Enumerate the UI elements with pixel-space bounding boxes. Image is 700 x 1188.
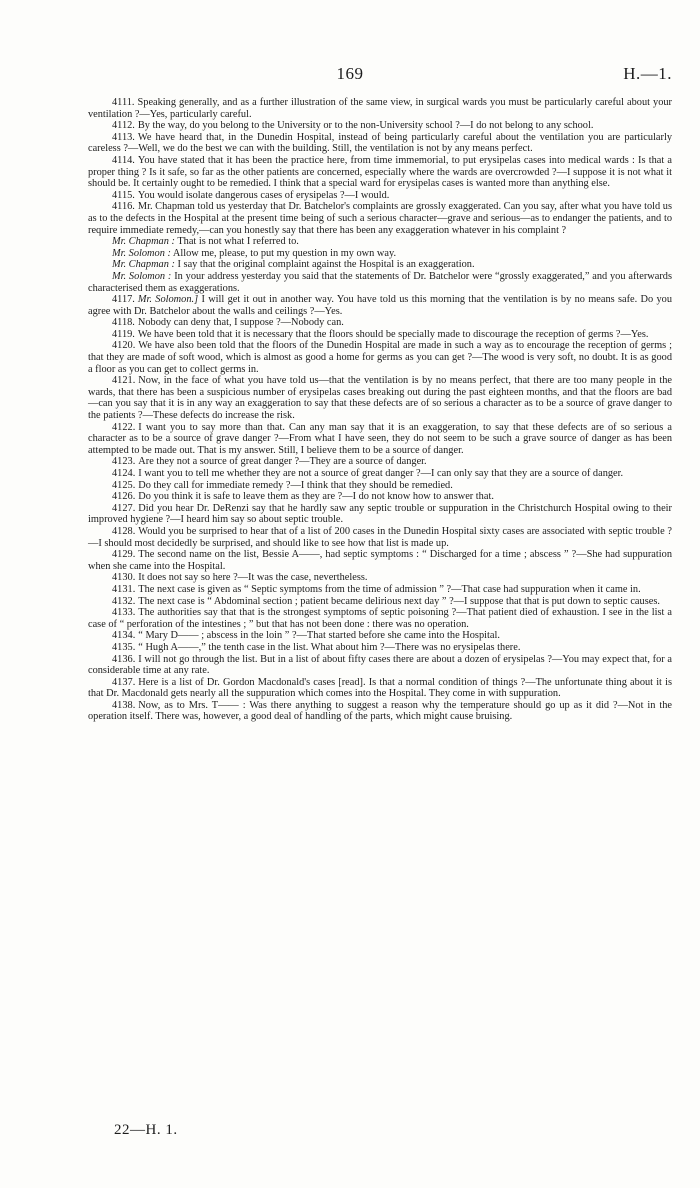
paragraph-text: In your address yesterday you said that the statements of Dr. Batchelor were “grossly exaggerated,” and you afterwards characterised them as exaggerations. <box>88 270 672 294</box>
question-number: 4133. <box>112 607 136 619</box>
speaker-name: Mr. Chapman : <box>112 236 175 248</box>
question-number: 4119. <box>112 328 135 340</box>
question-number: 4136. <box>112 653 136 665</box>
testimony-paragraph <box>88 549 672 572</box>
question-number: 4132. <box>112 595 136 607</box>
testimony-paragraph <box>88 677 672 700</box>
testimony-paragraph <box>88 700 672 723</box>
question-number: 4121. <box>112 375 136 387</box>
testimony-paragraph <box>88 480 672 492</box>
paragraph-text: I will not go through the list. But in a list of about fifty cases there are about a dozen of erysipelas ?—You may expect that, for a considerable time at any rate. <box>88 653 672 677</box>
speaker-name: Mr. Chapman : <box>112 259 175 271</box>
question-number: 4126. <box>112 491 136 503</box>
paragraph-text: We have heard that, in the Dunedin Hospital, instead of being particularly careful about the ventilation you are particularly careless ?—Well, we do the best we can with the building. Still, the ventilation is not by any means perfect. <box>88 131 672 155</box>
testimony-paragraph <box>88 491 672 503</box>
question-number: 4138. <box>112 699 136 711</box>
testimony-paragraph <box>88 654 672 677</box>
paragraph-text: I will get it out in another way. You have told us this morning that the ventilation is by no means safe. Do you agree with Dr. Batchelor about the walls and ceilings ?—Yes. <box>88 294 673 317</box>
testimony-paragraph <box>88 468 672 480</box>
testimony-paragraph <box>88 190 672 202</box>
question-number: 4118. <box>112 317 135 329</box>
document-reference: H.—1. <box>623 64 672 83</box>
paragraph-text: Now, in the face of what you have told us—that the ventilation is by no means perfect, that there are too many people in the wards, that there has been a suspicious number of erysipelas cases breaking out during the past eighteen months, and that the floors are bad—can you say that it is in any way an exaggeration to say that these defects are of so serious a character as to be a source of grave danger to the patients ?—These defects do increase the risk. <box>88 375 672 422</box>
testimony-paragraph <box>88 155 672 190</box>
paragraph-text: We have been told that it is necessary that the floors should be specially made to discourage the reception of germs ?—Yes. <box>137 328 649 340</box>
testimony-paragraph <box>88 201 672 236</box>
question-number: 4116. <box>112 201 135 213</box>
testimony-paragraph <box>88 248 672 260</box>
testimony-paragraph <box>88 456 672 468</box>
speaker-name: Mr. Solomon : <box>112 270 172 282</box>
testimony-paragraph <box>88 97 672 120</box>
paragraph-text: Would you be surprised to hear that of a list of 200 cases in the Dunedin Hospital sixty cases are associated with septic trouble ?—I should most decidedly be surprised, and should like to see how that list is made up. <box>88 525 672 549</box>
question-number: 4128. <box>112 525 136 537</box>
testimony-paragraph <box>88 317 672 329</box>
paragraph-text: The next case is “ Abdominal section ; patient became delirious next day ” ?—I suppose that that is put down to septic causes. <box>138 595 660 607</box>
paragraph-text: The next case is given as “ Septic symptoms from the time of admission ” ?—That case had suppuration when it came in. <box>138 583 641 595</box>
question-number: 4131. <box>112 583 136 595</box>
question-number: 4135. <box>112 641 136 653</box>
paragraph-text: Here is a list of Dr. Gordon Macdonald's cases [read]. Is that a normal condition of things ?—The unfortunate thing about it is that Dr. Macdonald gets nearly all the suppuration which comes into the Hospital. They come in with suppuration. <box>88 676 672 700</box>
testimony-paragraph <box>88 271 672 294</box>
testimony-paragraph <box>88 596 672 608</box>
testimony-paragraph <box>88 259 672 271</box>
paragraph-text: Are they not a source of great danger ?—They are a source of danger. <box>138 456 427 468</box>
paragraph-text: I say that the original complaint against the Hospital is an exaggeration. <box>177 259 475 271</box>
paragraph-text: Now, as to Mrs. T—— : Was there anything to suggest a reason why the temperature should go up as it did ?—Not in the operation itself. There was, however, a good deal of handling of the parts, which might cause bruising. <box>88 699 672 723</box>
question-number: 4123. <box>112 456 136 468</box>
testimony-paragraph <box>88 584 672 596</box>
testimony-paragraph <box>88 132 672 155</box>
question-number: 4113. <box>112 131 135 143</box>
testimony-paragraph <box>88 503 672 526</box>
paragraph-text: We have also been told that the floors of the Dunedin Hospital are made in such a way as to encourage the reception of germs ; that they are made of soft wood, which is almost as good a home for germs as you can get ?—The wood is very soft, no doubt. It is as good a floor as you can get to collect germs in. <box>88 340 672 375</box>
question-number: 4124. <box>112 468 136 479</box>
paragraph-text: Nobody can deny that, I suppose ?—Nobody can. <box>137 317 344 329</box>
testimony-paragraph <box>88 375 672 421</box>
testimony-paragraph <box>88 422 672 457</box>
testimony-paragraph <box>88 120 672 132</box>
testimony-paragraph <box>88 340 672 375</box>
question-number: 4134. <box>112 630 136 642</box>
testimony-paragraph <box>88 329 672 341</box>
testimony-paragraph <box>88 607 672 630</box>
paragraph-text: I want you to say more than that. Can any man say that it is an exaggeration, to say that these defects are of so serious a character as to be a source of grave danger ?—From what I have seen, they do not seem to be such a grave source of danger as has been attempted to be made out. That is my answer. Still, I believe them to be a source of danger. <box>88 421 672 456</box>
paragraph-text: Mr. Chapman told us yesterday that Dr. Batchelor's complaints are grossly exaggerated. Can you say, after what you have told us as to the defects in the Hospital at the present time being of such a serious character—grave and serious—as to endanger the patients, and to require immediate remedy,—can you honestly say that there has been any exaggeration whatever in his complaint ? <box>88 201 672 236</box>
paragraph-text: Speaking generally, and as a further illustration of the same view, in surgical wards you must be particularly careful about your ventilation ?—Yes, particularly careful. <box>88 97 672 120</box>
speaker-name: Mr. Solomon.] <box>137 294 199 306</box>
question-number: 4127. <box>112 502 136 514</box>
testimony-paragraph <box>88 642 672 654</box>
testimony-paragraph <box>88 236 672 248</box>
paragraph-text: The authorities say that that is the strongest symptoms of septic poisoning ?—That patient died of exhaustion. I see in the list a case of “ perforation of the intestines ; ” but that has not been done : there was no operation. <box>88 607 672 630</box>
question-number: 4114. <box>112 154 135 166</box>
question-number: 4117. <box>112 294 135 306</box>
question-number: 4125. <box>112 479 136 491</box>
testimony-body <box>88 97 672 723</box>
paragraph-text: “ Hugh A——,” the tenth case in the list. What about him ?—There was no erysipelas there. <box>138 641 521 653</box>
signature-mark: 22—H. 1. <box>114 1122 178 1138</box>
paragraph-text: You would isolate dangerous cases of erysipelas ?—I would. <box>137 189 390 201</box>
question-number: 4130. <box>112 572 136 584</box>
question-number: 4137. <box>112 676 136 688</box>
question-number: 4120. <box>112 340 136 352</box>
paragraph-text: Do they call for immediate remedy ?—I think that they should be remedied. <box>138 479 453 491</box>
question-number: 4115. <box>112 189 135 201</box>
paragraph-text: Did you hear Dr. DeRenzi say that he hardly saw any septic trouble or suppuration in the Christchurch Hospital owing to their improved hygiene ?—I heard him say so about septic trouble. <box>88 502 672 526</box>
testimony-paragraph <box>88 294 672 317</box>
paragraph-text: You have stated that it has been the practice here, from time immemorial, to put erysipelas cases into medical wards : Is that a proper thing ? Is it safe, so far as the other patients are concerned, especially where the wards are overcrowded ?—I suppose it is not what it should be. It certainly ought to be remedied. I think that a special ward for erysipelas cases is wanted more than anything else. <box>88 154 672 190</box>
paragraph-text: The second name on the list, Bessie A——, had septic symptoms : “ Discharged for a time ; abscess ” ?—She had suppuration when she came into the Hospital. <box>88 549 672 572</box>
paragraph-text: By the way, do you belong to the University or to the non-University school ?—I do not belong to any school. <box>137 120 594 132</box>
testimony-paragraph <box>88 572 672 584</box>
page-number: 169 <box>336 64 364 83</box>
question-number: 4112. <box>112 120 135 132</box>
paragraph-text: It does not say so here ?—It was the case, nevertheless. <box>138 572 368 584</box>
paragraph-text: I want you to tell me whether they are not a source of great danger ?—I can only say that they are a source of danger. <box>138 468 624 479</box>
question-number: 4111. <box>112 97 135 108</box>
question-number: 4129. <box>112 549 136 561</box>
paragraph-text: “ Mary D—— ; abscess in the loin ” ?—That started before she came into the Hospital. <box>138 630 500 642</box>
testimony-paragraph <box>88 630 672 642</box>
paragraph-text: Do you think it is safe to leave them as they are ?—I do not know how to answer that. <box>138 491 494 503</box>
speaker-name: Mr. Solomon : <box>112 247 171 259</box>
testimony-paragraph <box>88 526 672 549</box>
paragraph-text: Allow me, please, to put my question in my own way. <box>172 247 397 259</box>
paragraph-text: That is not what I referred to. <box>177 236 299 248</box>
question-number: 4122. <box>112 421 136 433</box>
